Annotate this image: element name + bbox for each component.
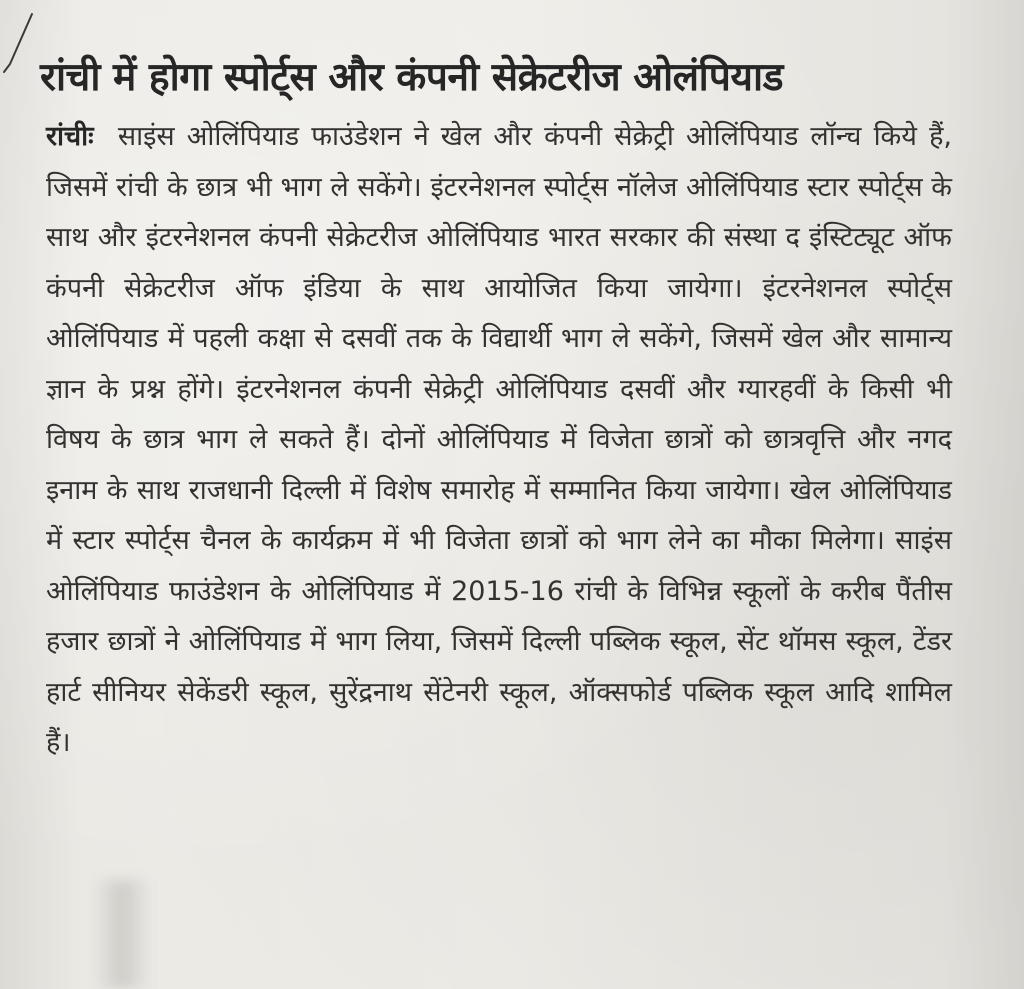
article-text: साइंस ओलिंपियाड फाउंडेशन ने खेल और कंपनी सेक्रेट्री ओलिंपियाड लॉन्च किये हैं, जिसमें रांची के छात्र भी भाग ले सकेंगे। इंटरनेशनल स्पोर्ट्स नॉलेज ओलिंपियाड स्टार स्पोर्ट्स के साथ और इंटरनेशनल कंपनी सेक्रेटरीज ओलिंपियाड भारत सरकार की संस्था द इंस्टिट्यूट ऑफ कंपनी सेक्रेटरीज ऑफ इंडिया के साथ आयोजित किया जायेगा। इंटरनेशनल स्पोर्ट्स ओलिंपियाड में पहली कक्षा से दसवीं तक के विद्यार्थी भाग ले सकेंगे, जिसमें खेल और सामान्य ज्ञान के प्रश्न होंगे। इंटरनेशनल कंपनी सेक्रेट्री ओलिंपियाड दसवीं और ग्यारहवीं के किसी भी विषय के छात्र भाग ले सकते हैं। दोनों ओलिंपियाड में विजेता छात्रों को छात्रवृत्ति और नगद इनाम के साथ राजधानी दिल्ली में विशेष समारोह में सम्मानित किया जायेगा। खेल ओलिंपियाड में स्टार स्पोर्ट्स चैनल के कार्यक्रम में भी विजेता छात्रों को भाग लेने का मौका मिलेगा। साइंस ओलिंपियाड फाउंडेशन के ओलिंपियाड में 2015-16 रांची के विभिन्न स्कूलों के करीब पैंतीस हजार छात्रों ने ओलिंपियाड में भाग लिया, जिसमें दिल्ली पब्लिक स्कूल, सेंट थॉमस स्कूल, टेंडर हार्ट सीनियर सेकेंडरी स्कूल, सुरेंद्रनाथ सेंटेनरी स्कूल, ऑक्सफोर्ड पब्लिक स्कूल आदि शामिल हैं।: [46, 121, 952, 758]
article-dateline: रांचीः: [46, 121, 94, 152]
paper-shadow: [92, 880, 152, 989]
article-headline: रांची में होगा स्पोर्ट्स और कंपनी सेक्रेटरीज ओलंपियाड: [40, 55, 783, 100]
article-body: [46, 112, 952, 769]
pen-tick-mark: [2, 10, 42, 80]
